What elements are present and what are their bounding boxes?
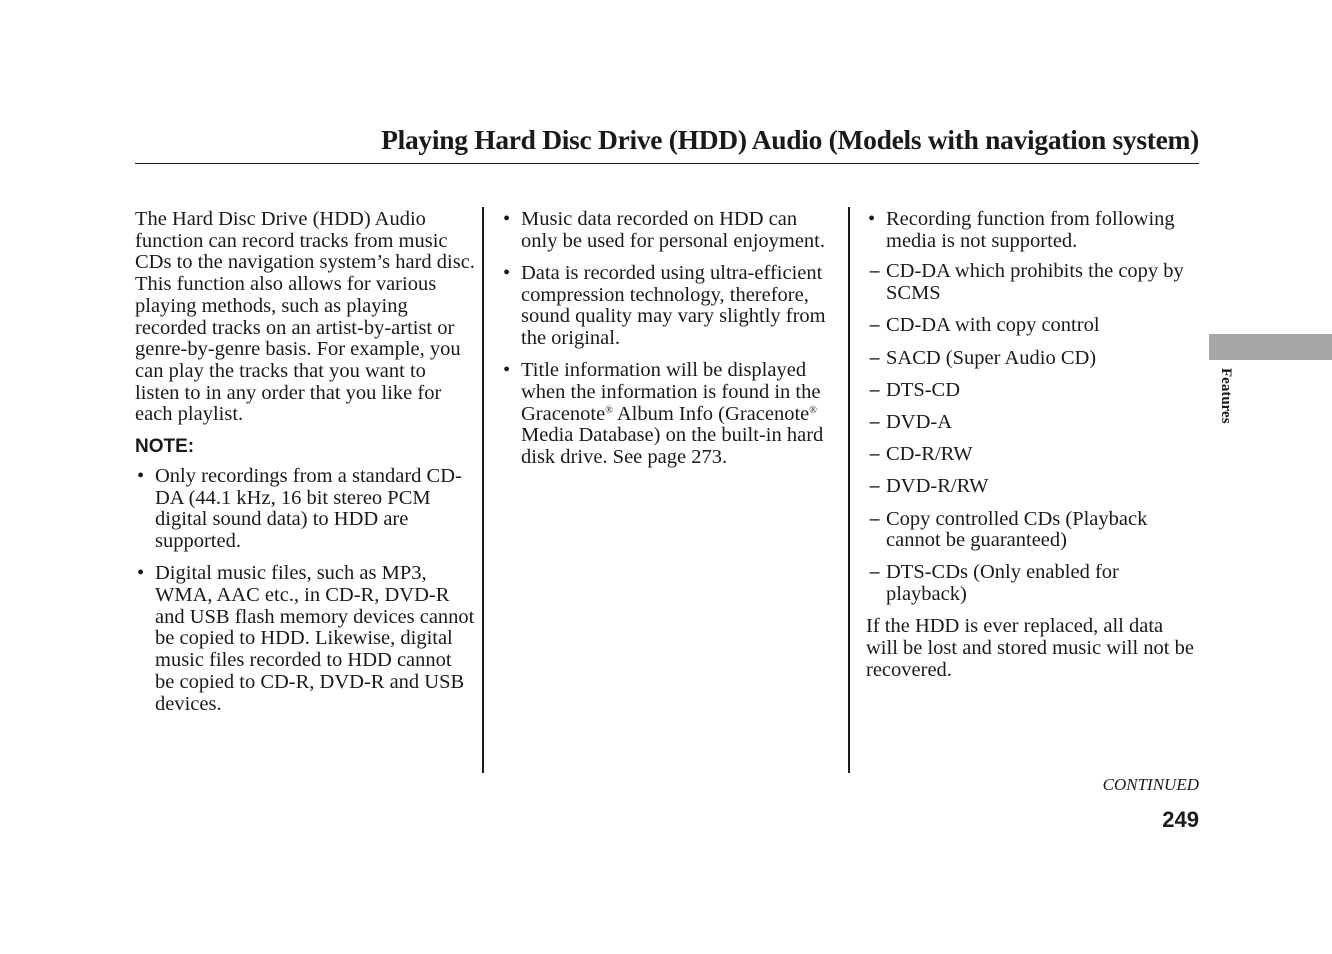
media-item: − CD-DA with copy control [868,314,1100,337]
column-1 [135,209,475,715]
bullet-unsupported-media: • Recording function from following media is not supported. [866,209,1196,252]
note-list [135,466,475,715]
media-item: − DVD-A [868,410,953,433]
media-item: − CD-DA which prohibits the copy by SCMS [868,260,1184,305]
dash-mark: − [868,445,882,465]
page-title: Playing Hard Disc Drive (HDD) Audio (Models with navigation system) [381,124,1199,155]
section-tab [1209,334,1332,360]
dash-mark: − [868,563,882,583]
column-divider [848,207,850,773]
media-item: − DTS-CDs (Only enabled for playback) [868,561,1119,606]
dash-mark: − [868,412,882,432]
bullet-compression: • Data is recorded using ultra-efficient compression technology, therefore, sound quality may vary slightly from the original. [501,263,831,350]
column-3 [866,209,1196,681]
column-2-list [501,209,831,469]
dash-mark: − [868,477,882,497]
bullet-personal-use: • Music data recorded on HDD can only be used for personal enjoyment. [501,209,831,252]
column-3-list [866,209,1196,252]
page-number: 249 [1162,807,1199,832]
media-item: − DVD-R/RW [868,475,989,498]
bullet-gracenote [501,360,831,469]
media-item: − Copy controlled CDs (Playback cannot be guaranteed) [868,507,1148,552]
media-item: − SACD (Super Audio CD) [868,346,1097,369]
unsupported-media-list [866,261,1196,605]
note-bullet-digital-files: • Digital music files, such as MP3, WMA, AAC etc., in CD-R, DVD-R and USB flash memory devices cannot be copied to HDD. Likewise, digital music files recorded to HDD cannot be copied to CD-R, DVD-R and USB devices. [135,563,475,715]
dash-mark: − [868,509,882,529]
column-divider [482,207,484,773]
media-item: − CD-R/RW [868,443,973,466]
registered-mark: ® [809,404,817,416]
media-item: − DTS-CD [868,378,961,401]
title-rule [135,163,1199,164]
dash-mark: − [868,380,882,400]
column-2 [501,209,831,469]
section-label: Features [1218,368,1234,424]
gracenote-text-1: Title information will be displayed when the information is found in the Gracenote [521,359,821,425]
gracenote-text-2: Album Info (Gracenote [612,402,810,425]
dash-mark: − [868,348,882,368]
note-bullet-standard-cdda: • Only recordings from a standard CD-DA (44.1 kHz, 16 bit stereo PCM digital sound data) to HDD are supported. [135,466,475,553]
note-label: NOTE: [135,436,195,458]
closing-paragraph: If the HDD is ever replaced, all data will be lost and stored music will not be recovered. [866,615,1194,681]
dash-mark: − [868,262,882,282]
registered-mark: ® [605,404,613,416]
continued-label: CONTINUED [1102,775,1199,794]
dash-mark: − [868,316,882,336]
intro-paragraph: The Hard Disc Drive (HDD) Audio function can record tracks from music CDs to the navigation system’s hard disc. This function also allows for various playing methods, such as playing recorded tracks on an artist-by-artist or genre-by-genre basis. For example, you can play the tracks that you want to listen to in any order that you like for each playlist. [135,208,475,426]
gracenote-text-3: Media Database) on the built-in hard disk drive. See page 273. [521,424,824,469]
